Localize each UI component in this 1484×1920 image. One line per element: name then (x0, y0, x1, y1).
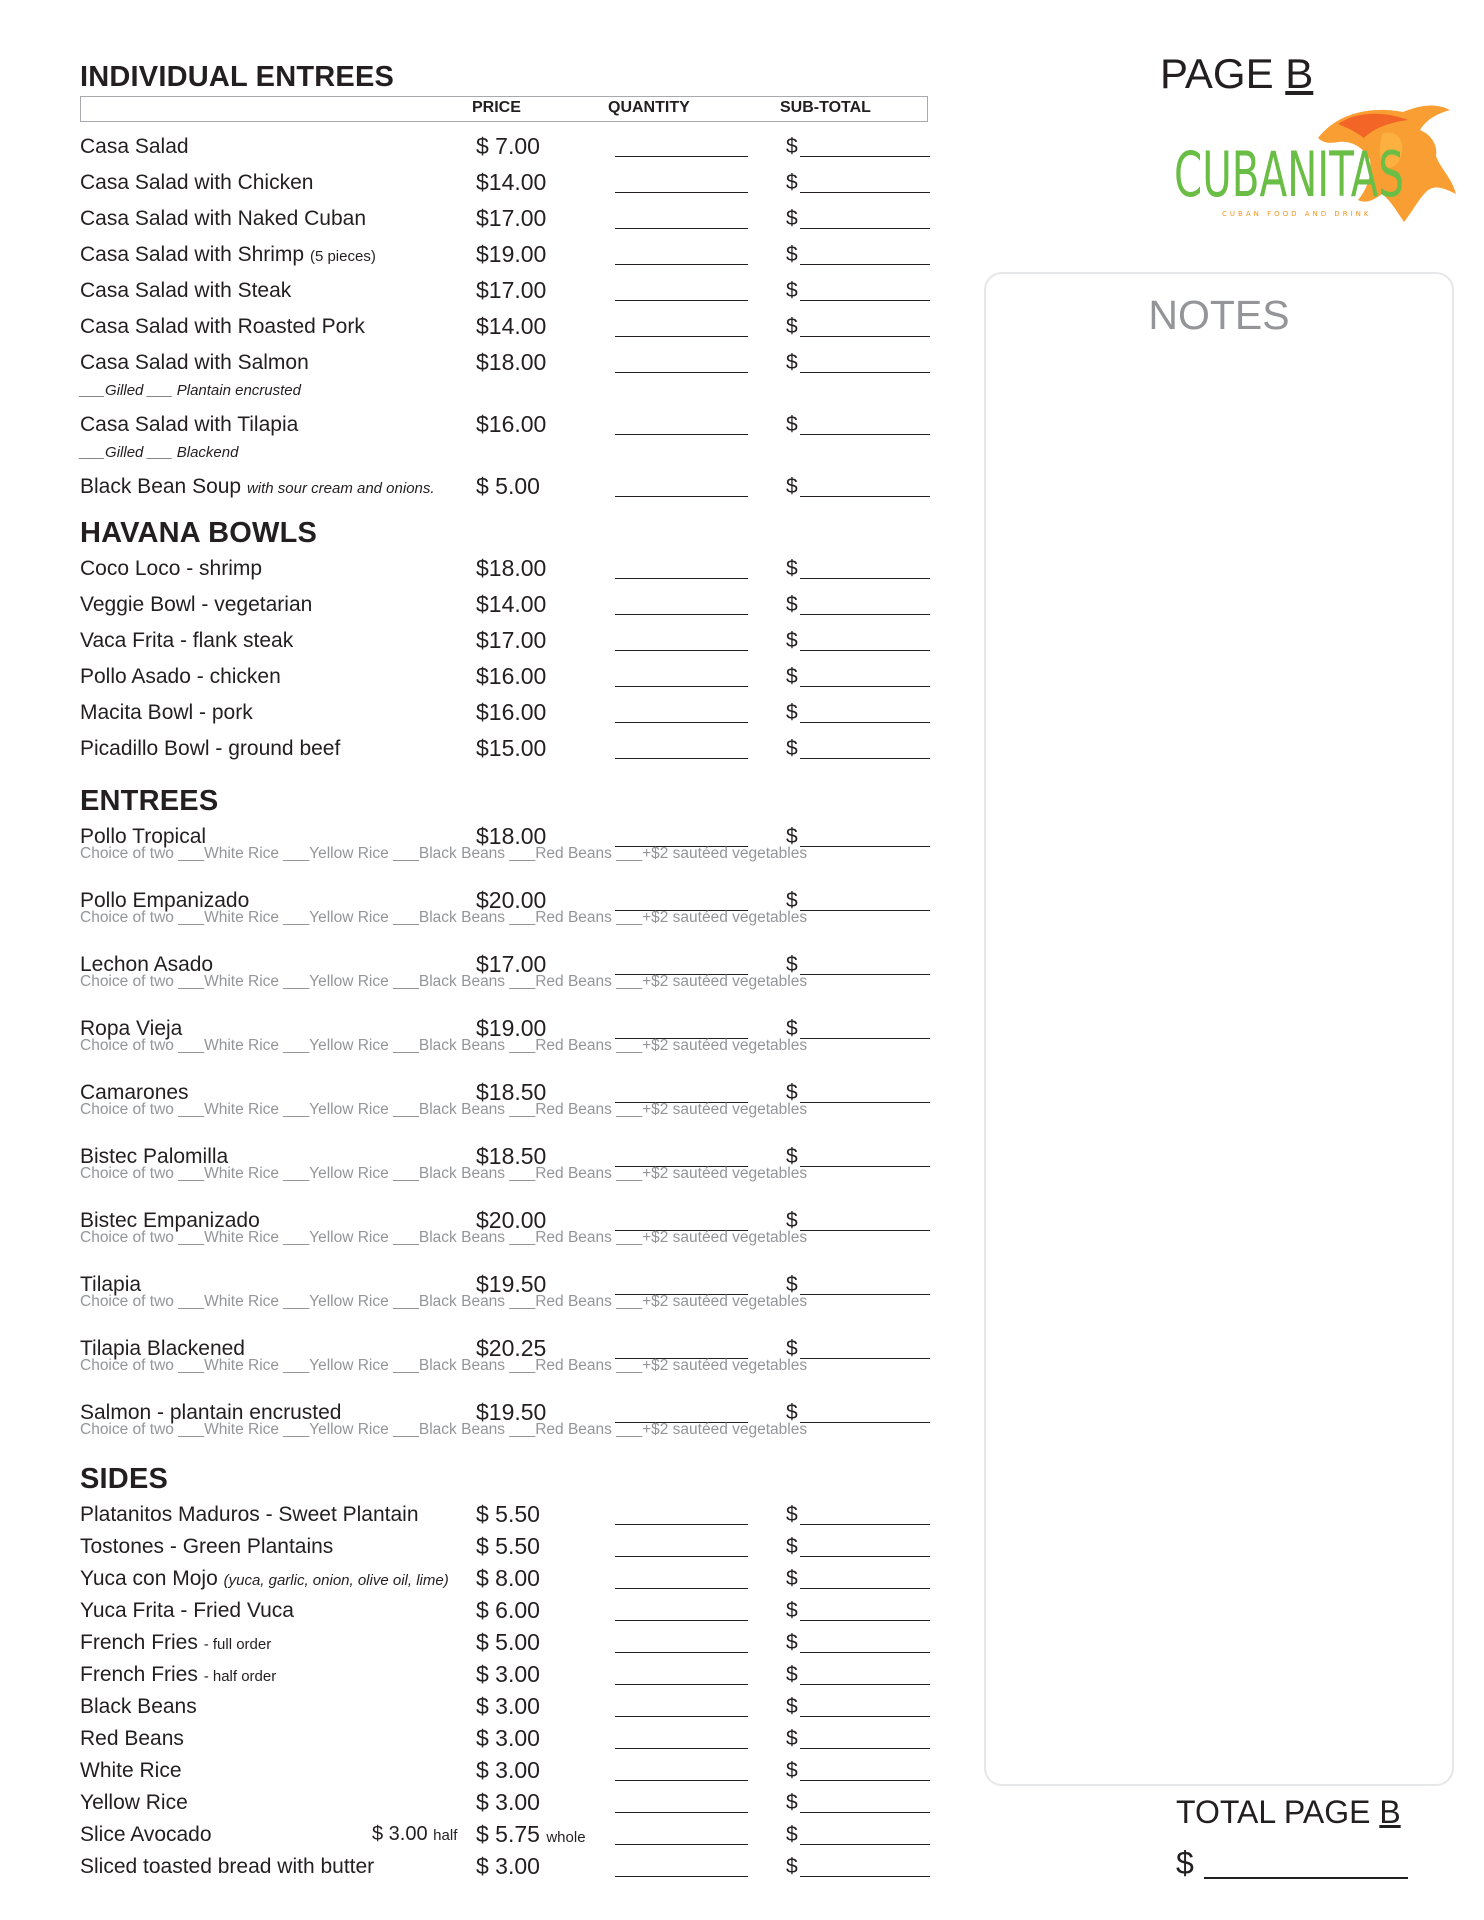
item-price: $19.00 (476, 1015, 547, 1041)
quantity-field[interactable] (615, 1876, 748, 1877)
quantity-field[interactable] (615, 1812, 748, 1813)
menu-item (80, 1562, 930, 1594)
notes-title: NOTES (1148, 292, 1290, 338)
item-price: $15.00 (476, 735, 547, 761)
side-choice-options[interactable]: Choice of two ___White Rice ___Yellow Rice ___Black Beans ___Red Beans ___+$2 sautéed vegetables (80, 845, 808, 862)
item-price: $16.00 (476, 663, 547, 689)
quantity-field[interactable] (615, 1716, 748, 1717)
subtotal-field[interactable] (800, 1588, 930, 1589)
quantity-field[interactable] (615, 434, 748, 435)
entree-item (80, 1076, 930, 1140)
currency-sign: $ (786, 315, 798, 338)
quantity-field[interactable] (615, 192, 748, 193)
side-choice-options[interactable]: Choice of two ___White Rice ___Yellow Rice ___Black Beans ___Red Beans ___+$2 sautéed vegetables (80, 973, 808, 990)
item-name: French Fries - half order (80, 1663, 277, 1686)
subtotal-field[interactable] (800, 1876, 930, 1877)
quantity-field[interactable] (615, 264, 748, 265)
subtotal-field[interactable] (800, 156, 930, 157)
subtotal-field[interactable] (800, 1780, 930, 1781)
item-name: Tilapia (80, 1273, 142, 1296)
quantity-field[interactable] (615, 1524, 748, 1525)
quantity-field[interactable] (615, 686, 748, 687)
currency-sign: $ (786, 171, 798, 194)
quantity-field[interactable] (615, 578, 748, 579)
subtotal-field[interactable] (800, 1038, 930, 1039)
item-note: - half order (203, 1668, 277, 1685)
menu-item (80, 1530, 930, 1562)
currency-sign: $ (786, 1017, 798, 1040)
currency-sign: $ (786, 1599, 798, 1622)
subtotal-field[interactable] (800, 722, 930, 723)
item-price: $17.00 (476, 951, 547, 977)
logo-text: CUBANITAS (1174, 138, 1404, 211)
currency-sign: $ (786, 475, 798, 498)
quantity-field[interactable] (615, 1620, 748, 1621)
side-choice-options[interactable]: Choice of two ___White Rice ___Yellow Rice ___Black Beans ___Red Beans ___+$2 sautéed vegetables (80, 1357, 808, 1374)
subtotal-field[interactable] (800, 1556, 930, 1557)
item-price: $14.00 (476, 313, 547, 339)
currency-sign: $ (786, 1759, 798, 1782)
subtotal-field[interactable] (800, 300, 930, 301)
menu-item (80, 1658, 930, 1690)
side-choice-options[interactable]: Choice of two ___White Rice ___Yellow Rice ___Black Beans ___Red Beans ___+$2 sautéed vegetables (80, 1421, 808, 1438)
side-choice-options[interactable]: Choice of two ___White Rice ___Yellow Rice ___Black Beans ___Red Beans ___+$2 sautéed vegetables (80, 909, 808, 926)
currency-sign: $ (786, 1727, 798, 1750)
order-form (80, 58, 930, 1882)
item-price: $20.00 (476, 1207, 547, 1233)
item-price: $ 5.00 (476, 1629, 540, 1655)
menu-item (80, 660, 930, 696)
item-price: $ 8.00 (476, 1565, 540, 1591)
item-name: Black Beans (80, 1695, 197, 1718)
subtotal-field[interactable] (800, 264, 930, 265)
item-price: $18.50 (476, 1143, 547, 1169)
cubanitas-logo (1168, 104, 1458, 234)
item-name: Pollo Tropical (80, 825, 207, 848)
entree-item (80, 1268, 930, 1332)
subtotal-field[interactable] (800, 1524, 930, 1525)
quantity-field[interactable] (615, 1684, 748, 1685)
menu-item (80, 130, 930, 166)
menu-item (80, 1722, 930, 1754)
menu-item (80, 346, 930, 382)
subtotal-field[interactable] (800, 1422, 930, 1423)
currency-sign: $ (786, 1695, 798, 1718)
quantity-field[interactable] (615, 300, 748, 301)
item-price: $ 3.00 (476, 1693, 540, 1719)
menu-item (80, 274, 930, 310)
item-name: Camarones (80, 1081, 189, 1104)
item-price: $ 3.00 (476, 1853, 540, 1879)
section-title-sides: SIDES (80, 1463, 169, 1495)
item-name: Casa Salad with Shrimp (5 pieces) (80, 243, 376, 266)
item-price: $14.00 (476, 591, 547, 617)
item-price: $ 5.50 (476, 1501, 540, 1527)
item-price: $ 5.50 (476, 1533, 540, 1559)
subtotal-field[interactable] (800, 1620, 930, 1621)
column-quantity: QUANTITY (608, 99, 690, 116)
subtotal-field[interactable] (800, 1166, 930, 1167)
currency-sign: $ (786, 1401, 798, 1424)
sides-list (80, 1498, 930, 1882)
menu-item (80, 1594, 930, 1626)
currency-sign: $ (786, 665, 798, 688)
item-name: Casa Salad (80, 135, 189, 158)
item-name: Platanitos Maduros - Sweet Plantain (80, 1503, 419, 1526)
currency-sign: $ (786, 629, 798, 652)
quantity-field[interactable] (615, 758, 748, 759)
item-name: Veggie Bowl - vegetarian (80, 593, 313, 616)
subtotal-field[interactable] (800, 1684, 930, 1685)
item-name: Tostones - Green Plantains (80, 1535, 334, 1558)
currency-sign: $ (786, 135, 798, 158)
currency-sign: $ (786, 1081, 798, 1104)
item-price: $19.50 (476, 1399, 547, 1425)
quantity-field[interactable] (615, 156, 748, 157)
entree-item (80, 1140, 930, 1204)
currency-sign: $ (786, 1567, 798, 1590)
subtotal-field[interactable] (800, 496, 930, 497)
subtotal-field[interactable] (800, 1652, 930, 1653)
menu-item (80, 1850, 930, 1882)
item-options[interactable]: ___Gilled ___ Blackend (80, 444, 239, 461)
currency-sign: $ (786, 207, 798, 230)
column-subtotal: SUB-TOTAL (780, 99, 871, 116)
subtotal-field[interactable] (800, 1358, 930, 1359)
item-name: White Rice (80, 1759, 182, 1782)
item-note: (yuca, garlic, onion, olive oil, lime) (223, 1572, 449, 1589)
currency-sign: $ (786, 825, 798, 848)
subtotal-field[interactable] (800, 1230, 930, 1231)
item-price: $14.00 (476, 169, 547, 195)
item-name: Slice Avocado (80, 1823, 212, 1846)
item-name: Ropa Vieja (80, 1017, 183, 1040)
side-choice-options[interactable]: Choice of two ___White Rice ___Yellow Rice ___Black Beans ___Red Beans ___+$2 sautéed vegetables (80, 1165, 808, 1182)
menu-item (80, 1818, 930, 1850)
item-name: Casa Salad with Salmon (80, 351, 309, 374)
item-price: $17.00 (476, 627, 547, 653)
currency-sign: $ (786, 1663, 798, 1686)
item-name: Casa Salad with Naked Cuban (80, 207, 367, 230)
quantity-field[interactable] (615, 1844, 748, 1845)
currency-sign: $ (786, 351, 798, 374)
item-price: $19.50 (476, 1271, 547, 1297)
menu-item (80, 310, 930, 346)
quantity-field[interactable] (615, 1748, 748, 1749)
subtotal-field[interactable] (800, 1294, 930, 1295)
item-name: Yellow Rice (80, 1791, 188, 1814)
item-price: $18.00 (476, 555, 547, 581)
currency-sign: $ (786, 1855, 798, 1878)
item-price: $ 3.00 (476, 1789, 540, 1815)
item-note: - full order (203, 1636, 272, 1653)
quantity-field[interactable] (615, 1556, 748, 1557)
entree-item (80, 948, 930, 1012)
subtotal-field[interactable] (800, 1844, 930, 1845)
item-price-whole: $ 5.75 whole (476, 1821, 586, 1847)
quantity-field[interactable] (615, 722, 748, 723)
column-price: PRICE (472, 99, 521, 116)
quantity-field[interactable] (615, 1588, 748, 1589)
item-name: Yuca Frita - Fried Vuca (80, 1599, 294, 1622)
currency-sign: $ (786, 243, 798, 266)
menu-item (80, 552, 930, 588)
menu-item (80, 1786, 930, 1818)
currency-sign: $ (786, 1337, 798, 1360)
subtotal-field[interactable] (800, 372, 930, 373)
item-name: Salmon - plantain encrusted (80, 1401, 342, 1424)
subtotal-field[interactable] (800, 974, 930, 975)
currency-sign: $ (786, 889, 798, 912)
total-field[interactable] (1204, 1877, 1408, 1879)
side-choice-options[interactable]: Choice of two ___White Rice ___Yellow Rice ___Black Beans ___Red Beans ___+$2 sautéed vegetables (80, 1293, 808, 1310)
currency-sign: $ (786, 1209, 798, 1232)
item-name: Macita Bowl - pork (80, 701, 253, 724)
subtotal-field[interactable] (800, 1812, 930, 1813)
subtotal-field[interactable] (800, 228, 930, 229)
menu-item (80, 696, 930, 732)
subtotal-field[interactable] (800, 578, 930, 579)
menu-item (80, 238, 930, 274)
menu-item (80, 408, 930, 444)
menu-item (80, 1498, 930, 1530)
currency-sign: $ (786, 701, 798, 724)
currency-sign: $ (786, 279, 798, 302)
entree-item (80, 884, 930, 948)
item-name: Yuca con Mojo (yuca, garlic, onion, olive oil, lime) (80, 1567, 449, 1590)
side-choice-options[interactable]: Choice of two ___White Rice ___Yellow Rice ___Black Beans ___Red Beans ___+$2 sautéed vegetables (80, 1101, 808, 1118)
side-choice-options[interactable]: Choice of two ___White Rice ___Yellow Rice ___Black Beans ___Red Beans ___+$2 sautéed vegetables (80, 1229, 808, 1246)
item-price: $ 5.00 (476, 473, 540, 499)
item-price: $18.00 (476, 349, 547, 375)
quantity-field[interactable] (615, 1652, 748, 1653)
item-price: $ 3.00 (476, 1725, 540, 1751)
entree-item (80, 1012, 930, 1076)
item-name: Sliced toasted bread with butter (80, 1855, 375, 1878)
item-name: Casa Salad with Tilapia (80, 413, 299, 436)
item-price: $ 3.00 (476, 1661, 540, 1687)
item-name: Casa Salad with Chicken (80, 171, 314, 194)
menu-item (80, 732, 930, 768)
logo-tagline: CUBAN FOOD AND DRINK (1222, 210, 1372, 218)
side-choice-options[interactable]: Choice of two ___White Rice ___Yellow Rice ___Black Beans ___Red Beans ___+$2 sautéed vegetables (80, 1037, 808, 1054)
subtotal-field[interactable] (800, 1102, 930, 1103)
item-price: $16.00 (476, 411, 547, 437)
item-price: $19.00 (476, 241, 547, 267)
quantity-field[interactable] (615, 614, 748, 615)
currency-sign: $ (786, 1145, 798, 1168)
subtotal-field[interactable] (800, 686, 930, 687)
currency-sign: $ (786, 557, 798, 580)
item-name: Picadillo Bowl - ground beef (80, 737, 341, 760)
item-price-half: $ 3.00 half (372, 1823, 458, 1845)
entree-item (80, 1332, 930, 1396)
currency-sign: $ (786, 1631, 798, 1654)
quantity-field[interactable] (615, 650, 748, 651)
total-page-label: TOTAL PAGE B (1176, 1794, 1401, 1830)
item-name: Tilapia Blackened (80, 1337, 245, 1360)
notes-box[interactable] (984, 272, 1454, 1786)
item-name: Casa Salad with Roasted Pork (80, 315, 365, 338)
section-title-havana-bowls: HAVANA BOWLS (80, 517, 318, 549)
item-options[interactable]: ___Gilled ___ Plantain encrusted (80, 382, 301, 399)
currency-sign: $ (786, 1503, 798, 1526)
item-name: Bistec Empanizado (80, 1209, 260, 1232)
column-header (80, 96, 928, 122)
quantity-field[interactable] (615, 372, 748, 373)
section-title-entrees: ENTREES (80, 785, 219, 817)
subtotal-field[interactable] (800, 1716, 930, 1717)
menu-item (80, 166, 930, 202)
subtotal-field[interactable] (800, 192, 930, 193)
currency-sign: $ (786, 1535, 798, 1558)
entree-item (80, 820, 930, 884)
item-name: Bistec Palomilla (80, 1145, 229, 1168)
quantity-field[interactable] (615, 336, 748, 337)
menu-item (80, 1690, 930, 1722)
subtotal-field[interactable] (800, 1748, 930, 1749)
subtotal-field[interactable] (800, 650, 930, 651)
item-name: Vaca Frita - flank steak (80, 629, 294, 652)
item-note: with sour cream and onions. (246, 480, 435, 497)
subtotal-field[interactable] (800, 758, 930, 759)
item-price: $20.25 (476, 1335, 547, 1361)
item-note: (5 pieces) (309, 248, 376, 265)
menu-item (80, 1626, 930, 1658)
entree-item (80, 1396, 930, 1460)
currency-sign: $ (786, 413, 798, 436)
menu-item (80, 202, 930, 238)
item-price: $18.00 (476, 823, 547, 849)
item-name: Pollo Asado - chicken (80, 665, 281, 688)
section-title-individual-entrees: INDIVIDUAL ENTREES (80, 61, 395, 93)
currency-sign: $ (786, 1791, 798, 1814)
item-name: Coco Loco - shrimp (80, 557, 263, 580)
item-price: $16.00 (476, 699, 547, 725)
item-price: $ 7.00 (476, 133, 540, 159)
item-price: $17.00 (476, 205, 547, 231)
currency-sign: $ (786, 1823, 798, 1846)
item-price: $ 3.00 (476, 1757, 540, 1783)
item-name: Black Bean Soup with sour cream and onions. (80, 475, 435, 498)
currency-sign: $ (786, 593, 798, 616)
quantity-field[interactable] (615, 496, 748, 497)
page-label: PAGE B (1160, 50, 1314, 97)
currency-sign: $ (786, 953, 798, 976)
menu-item (80, 1754, 930, 1786)
item-price: $ 6.00 (476, 1597, 540, 1623)
subtotal-field[interactable] (800, 910, 930, 911)
quantity-field[interactable] (615, 1780, 748, 1781)
item-name: Pollo Empanizado (80, 889, 250, 912)
currency-sign: $ (786, 1273, 798, 1296)
quantity-field[interactable] (615, 228, 748, 229)
total-currency-sign: $ (1176, 1845, 1194, 1881)
menu-item (80, 588, 930, 624)
item-name: Red Beans (80, 1727, 184, 1750)
entree-item (80, 1204, 930, 1268)
item-price: $18.50 (476, 1079, 547, 1105)
menu-item (80, 470, 930, 506)
currency-sign: $ (786, 737, 798, 760)
item-price: $20.00 (476, 887, 547, 913)
item-name: French Fries - full order (80, 1631, 272, 1654)
item-price: $17.00 (476, 277, 547, 303)
menu-item (80, 624, 930, 660)
item-name: Lechon Asado (80, 953, 214, 976)
item-name: Casa Salad with Steak (80, 279, 292, 302)
subtotal-field[interactable] (800, 846, 930, 847)
subtotal-field[interactable] (800, 336, 930, 337)
subtotal-field[interactable] (800, 614, 930, 615)
subtotal-field[interactable] (800, 434, 930, 435)
